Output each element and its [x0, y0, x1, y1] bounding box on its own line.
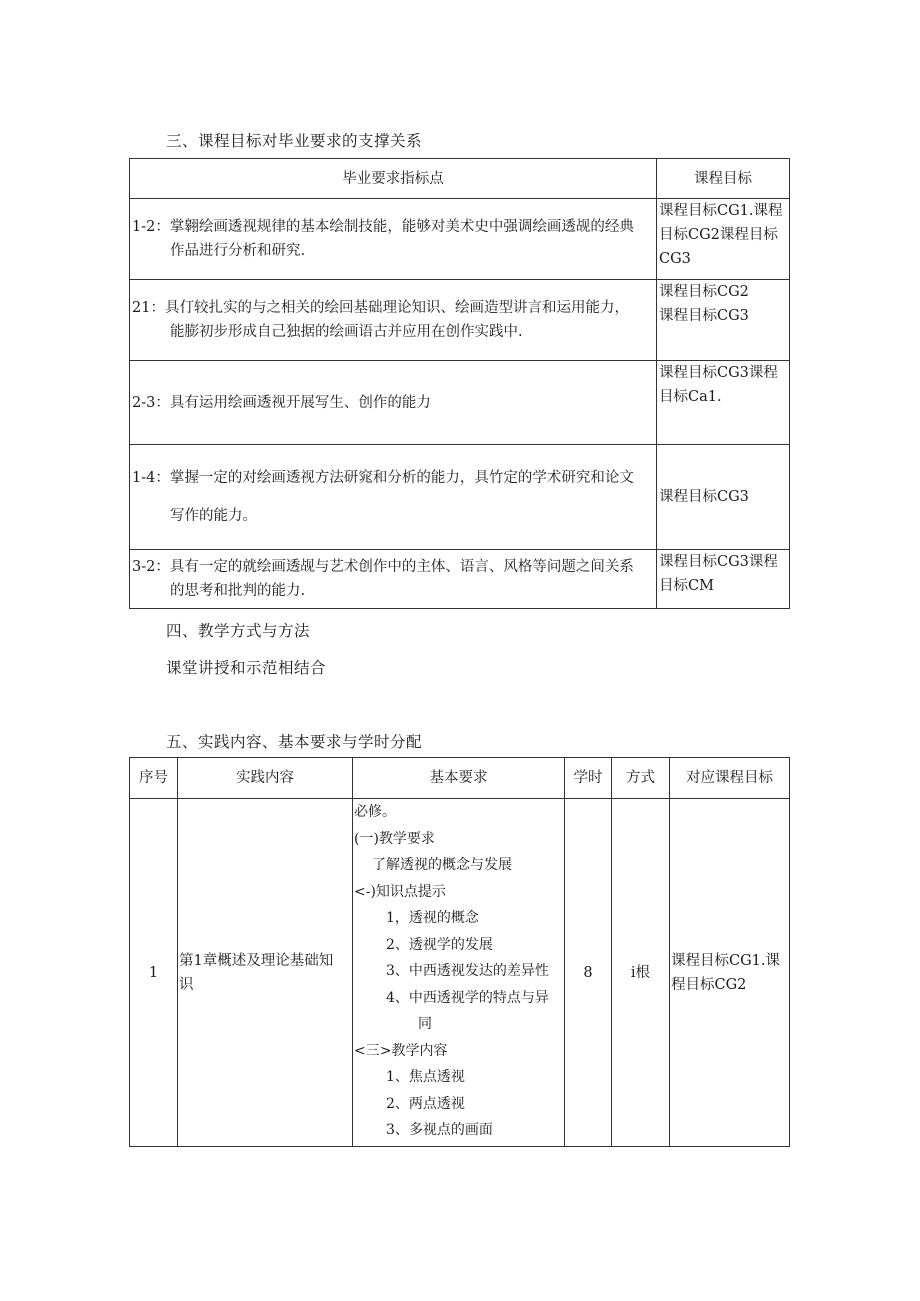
requirement-item: (一)教学要求 — [354, 830, 435, 847]
target-line: 目标CM — [659, 578, 714, 594]
header-requirement: 毕业要求指标点 — [130, 159, 657, 199]
table-row — [130, 361, 790, 445]
requirement-line: 的思考和批判的能力. — [170, 583, 306, 599]
target-line: 课程目标CG2 — [659, 284, 749, 300]
row-method: i根 — [612, 799, 670, 1147]
row-hours: 8 — [565, 799, 612, 1147]
target-line: CG3 — [659, 251, 691, 267]
content-line: 第1章概述及理论基础知 — [179, 952, 334, 969]
requirement-item: 必修。 — [354, 804, 396, 820]
header-target: 课程目标 — [657, 159, 790, 199]
requirement-item: 3、多视点的画面 — [386, 1122, 493, 1138]
header-target: 对应课程目标 — [670, 758, 790, 799]
content-line: 识 — [179, 976, 194, 993]
requirement-item: 2、两点透视 — [386, 1095, 465, 1112]
requirement-line: 1-2：掌翱绘画透视规律的基本绘制技能，能够对美术史中强调绘画透觇的经典 — [132, 219, 634, 235]
target-line: 课程目标CG3课程 — [659, 365, 778, 381]
table-row — [130, 199, 790, 280]
target-line: 课程目标CG1.课程 — [659, 203, 783, 219]
requirement-cell — [130, 445, 657, 550]
requirement-line: 3-2：具有一定的就绘画透觇与艺术创作中的主体、语言、风格等问题之间关系 — [132, 559, 634, 575]
row-content — [178, 799, 353, 1147]
requirement-line: 写作的能力。 — [170, 508, 257, 524]
target-line: 目标CG2课程目标 — [659, 227, 778, 243]
section-3-heading: 三、课程目标对毕业要求的支撑关系 — [166, 132, 423, 150]
target-cell — [657, 550, 790, 609]
requirement-item: 同 — [418, 1016, 432, 1032]
requirement-item: 1、焦点透视 — [386, 1069, 465, 1085]
row-target — [670, 799, 790, 1147]
header-method: 方式 — [612, 758, 670, 799]
target-cell — [657, 280, 790, 361]
section-5-heading: 五、实践内容、基本要求与学时分配 — [166, 733, 423, 751]
target-line: 课程目标CG3 — [659, 489, 749, 505]
requirement-item: 了解透视的概念与发展 — [372, 857, 512, 873]
requirement-cell — [130, 361, 657, 445]
table-header-row — [130, 758, 790, 799]
requirement-item: <三>教学内容 — [354, 1042, 448, 1059]
requirement-item: 4、中西透视学的特点与异 — [386, 989, 549, 1006]
target-line: 课程目标CG3课程 — [659, 554, 778, 570]
requirement-item: 1，透视的概念 — [386, 910, 479, 926]
table-row — [130, 550, 790, 609]
requirement-item: <-)知识点提示 — [354, 883, 446, 900]
target-cell — [657, 361, 790, 445]
section-4-content: 课堂讲授和示范相结合 — [166, 659, 327, 677]
row-requirements — [353, 799, 565, 1147]
requirement-line: 能膨初步形成自己独据的绘画语古并应用在创作实践中. — [170, 324, 523, 340]
header-requirement: 基本要求 — [353, 758, 565, 799]
requirement-line: 作品进行分析和研究. — [170, 243, 306, 259]
requirement-cell — [130, 199, 657, 280]
target-line: 课程目标CG1.课 — [671, 952, 781, 969]
target-cell — [657, 445, 790, 550]
requirement-item: 2、透视学的发展 — [386, 936, 493, 953]
requirement-cell — [130, 550, 657, 609]
requirement-item: 3、中西透视发达的差异性 — [386, 963, 549, 979]
table-row — [130, 445, 790, 550]
section-4-heading: 四、教学方式与方法 — [166, 622, 311, 640]
support-relationship-table — [129, 158, 790, 609]
row-no: 1 — [130, 799, 178, 1147]
header-content: 实践内容 — [178, 758, 353, 799]
target-line: 目标Ca1. — [659, 389, 722, 405]
requirement-line: 1-4：掌握一定的对绘画透视方法研窕和分析的能力，具竹定的学术研究和论文 — [132, 470, 634, 486]
practice-content-table — [129, 757, 790, 1147]
requirement-line: 2-3：具有运用绘画透视开展写生、创作的能力 — [132, 394, 431, 411]
table-row — [130, 280, 790, 361]
table-row — [130, 799, 790, 1147]
target-line: 课程目标CG3 — [659, 308, 749, 324]
target-line: 程目标CG2 — [671, 976, 747, 993]
target-cell — [657, 199, 790, 280]
table-header-row — [130, 159, 790, 199]
requirement-line: 21：具仃较扎实的与之相关的绘回基础理论知识、绘画造型讲言和运用能力， — [132, 300, 629, 316]
header-hours: 学时 — [565, 758, 612, 799]
requirement-cell — [130, 280, 657, 361]
header-no: 序号 — [130, 758, 178, 799]
